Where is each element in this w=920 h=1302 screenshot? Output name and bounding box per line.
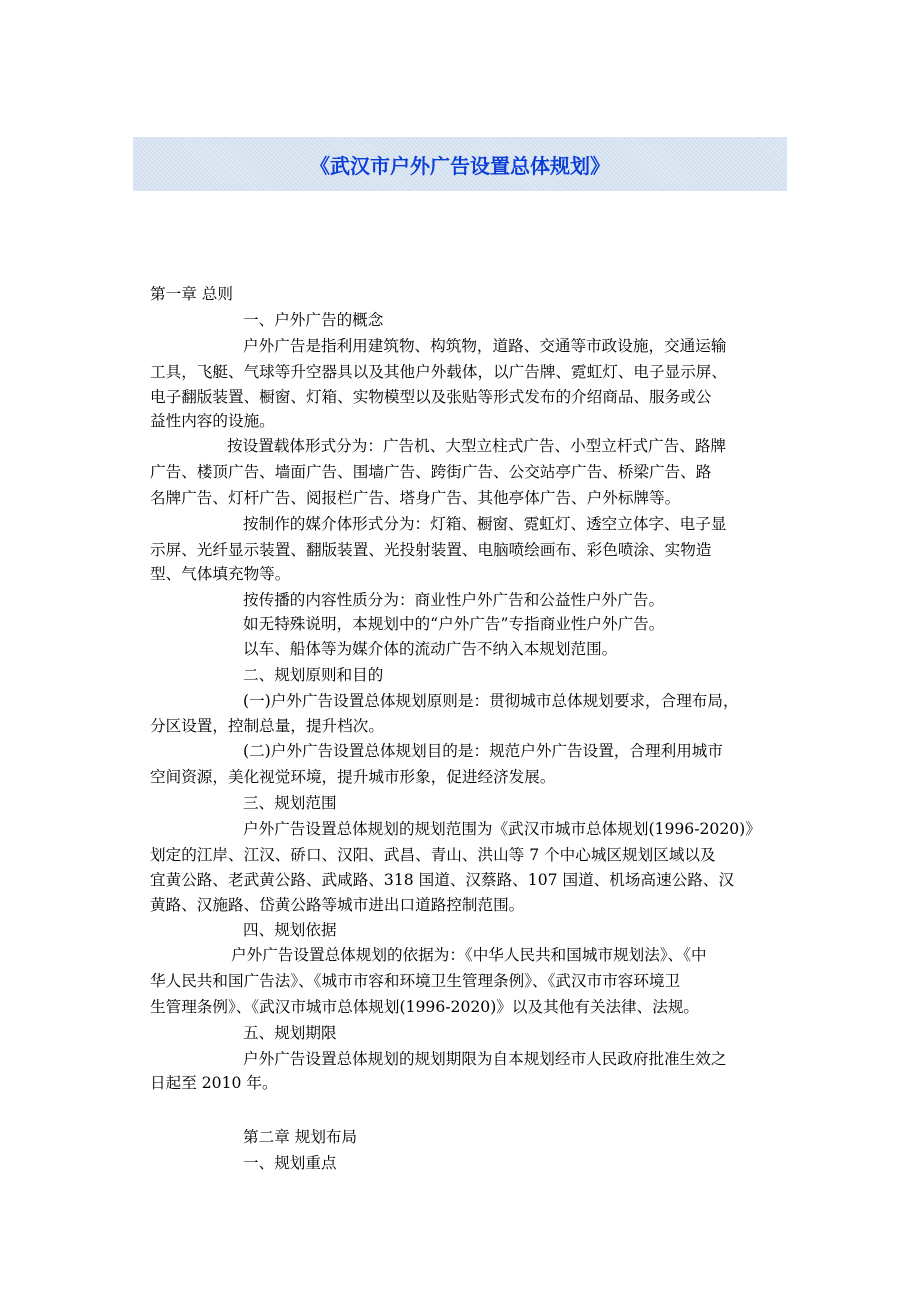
paragraph-line: 按设置载体形式分为：广告机、大型立柱式广告、小型立杆式广告、路牌 xyxy=(227,437,727,455)
section-heading: 五、规划期限 xyxy=(243,1024,337,1042)
paragraph-line: 生管理条例》、《武汉市城市总体规划(1996-2020)》以及其他有关法律、法规。 xyxy=(150,998,700,1016)
title-banner xyxy=(133,137,787,191)
paragraph-line: 户外广告设置总体规划的规划期限为自本规划经市人民政府批准生效之 xyxy=(243,1050,727,1068)
paragraph-line: 名牌广告、灯杆广告、阅报栏广告、塔身广告、其他亭体广告、户外标牌等。 xyxy=(150,489,681,507)
paragraph-line: 广告、楼顶广告、墙面广告、围墙广告、跨街广告、公交站亭广告、桥梁广告、路 xyxy=(150,463,712,481)
section-heading: 三、规划范围 xyxy=(243,794,337,812)
document-title: 《武汉市户外广告设置总体规划》 xyxy=(310,153,610,178)
paragraph-line: 户外广告设置总体规划的规划范围为《武汉市城市总体规划(1996-2020)》 xyxy=(243,820,761,838)
paragraph-line: 户外广告是指利用建筑物、构筑物，道路、交通等市政设施，交通运输 xyxy=(243,337,727,355)
paragraph-line: (一)户外广告设置总体规划原则是：贯彻城市总体规划要求，合理布局， xyxy=(243,692,739,710)
chapter-heading: 第一章 总则 xyxy=(150,285,233,303)
section-heading: 四、规划依据 xyxy=(243,921,337,939)
paragraph-line: 益性内容的设施。 xyxy=(150,412,275,430)
paragraph-line: 以车、船体等为媒介体的流动广告不纳入本规划范围。 xyxy=(243,640,618,658)
paragraph-line: 工具，飞艇、气球等升空器具以及其他户外载体，以广告牌、霓虹灯、电子显示屏、 xyxy=(150,363,727,381)
paragraph-line: 电子翻版装置、橱窗、灯箱、实物模型以及张贴等形式发布的介绍商品、服务或公 xyxy=(150,388,712,406)
paragraph-line: 分区设置，控制总量，提升档次。 xyxy=(150,717,384,735)
paragraph-line: 宜黄公路、老武黄公路、武咸路、318 国道、汉蔡路、107 国道、机场高速公路、汉 xyxy=(150,871,735,889)
paragraph-line: (二)户外广告设置总体规划目的是：规范户外广告设置，合理利用城市 xyxy=(243,742,723,760)
chapter-heading: 第二章 规划布局 xyxy=(243,1128,358,1146)
paragraph-line: 日起至 2010 年。 xyxy=(150,1074,278,1092)
paragraph-line: 按制作的媒介体形式分为：灯箱、橱窗、霓虹灯、透空立体字、电子显 xyxy=(243,515,727,533)
paragraph-line: 黄路、汉施路、岱黄公路等城市进出口道路控制范围。 xyxy=(150,896,525,914)
paragraph-line: 示屏、光纤显示装置、翻版装置、光投射装置、电脑喷绘画布、彩色喷涂、实物造 xyxy=(150,541,712,559)
paragraph-line: 户外广告设置总体规划的依据为：《中华人民共和国城市规划法》、《中 xyxy=(231,946,707,964)
section-heading: 一、规划重点 xyxy=(243,1154,337,1172)
paragraph-line: 空间资源，美化视觉环境，提升城市形象，促进经济发展。 xyxy=(150,768,556,786)
paragraph-line: 型、气体填充物等。 xyxy=(150,565,291,583)
section-heading: 一、户外广告的概念 xyxy=(243,311,384,329)
paragraph-line: 划定的江岸、江汉、硚口、汉阳、武昌、青山、洪山等 7 个中心城区规划区域以及 xyxy=(150,846,716,864)
section-heading: 二、规划原则和目的 xyxy=(243,666,384,684)
paragraph-line: 按传播的内容性质分为：商业性户外广告和公益性户外广告。 xyxy=(243,591,665,609)
paragraph-line: 如无特殊说明，本规划中的“户外广告”专指商业性户外广告。 xyxy=(243,615,665,633)
paragraph-line: 华人民共和国广告法》、《城市市容和环境卫生管理条例》、《武汉市市容环境卫 xyxy=(150,972,681,990)
